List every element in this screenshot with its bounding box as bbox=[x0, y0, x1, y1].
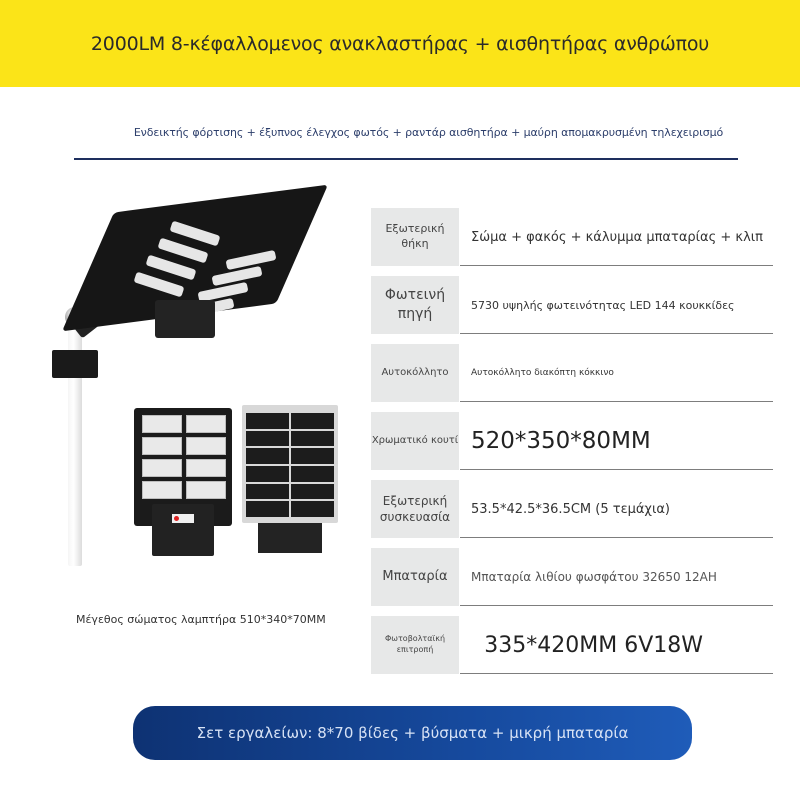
led-module-image bbox=[142, 459, 182, 477]
sensor-box-image bbox=[152, 504, 214, 556]
led-module-image bbox=[142, 415, 182, 433]
toolkit-banner bbox=[133, 706, 692, 760]
spec-row-battery bbox=[371, 548, 773, 606]
spec-label: Αυτοκόλλητο bbox=[371, 344, 459, 402]
lamp-housing-image bbox=[155, 300, 215, 338]
spec-row-solar-panel bbox=[371, 616, 773, 674]
mount-plate-image bbox=[258, 523, 322, 553]
led-module-image bbox=[186, 481, 226, 499]
led-module-image bbox=[142, 437, 182, 455]
spec-label: Χρωματικό κουτί bbox=[371, 412, 459, 470]
row-divider bbox=[460, 333, 773, 334]
row-divider bbox=[460, 673, 773, 674]
solar-cell-grid bbox=[246, 413, 334, 517]
mount-bracket-image bbox=[52, 350, 98, 378]
row-divider bbox=[460, 401, 773, 402]
spec-value: Σώμα + φακός + κάλυμμα μπαταρίας + κλιπ bbox=[471, 229, 763, 245]
spec-row-sticker bbox=[371, 344, 773, 402]
row-divider bbox=[460, 469, 773, 470]
back-view-image bbox=[242, 405, 338, 553]
spec-row-outer-packaging bbox=[371, 480, 773, 538]
spec-row-color-box bbox=[371, 412, 773, 470]
spec-row-light-source bbox=[371, 276, 773, 334]
title-banner bbox=[0, 0, 800, 87]
row-divider bbox=[460, 537, 773, 538]
row-divider bbox=[460, 605, 773, 606]
led-module-image bbox=[142, 481, 182, 499]
lamp-size-caption: Μέγεθος σώματος λαμπτήρα 510*340*70MM bbox=[76, 613, 326, 626]
spec-value: Αυτοκόλλητο διακόπτη κόκκινο bbox=[471, 368, 614, 378]
spec-value: 53.5*42.5*36.5CM (5 τεμάχια) bbox=[471, 501, 670, 517]
led-module-image bbox=[186, 415, 226, 433]
spec-value: 520*350*80MM bbox=[471, 428, 651, 454]
spec-label: Εξωτερική θήκη bbox=[371, 208, 459, 266]
led-module-image bbox=[186, 459, 226, 477]
spec-label: Μπαταρία bbox=[371, 548, 459, 606]
led-module-image bbox=[186, 437, 226, 455]
spec-value: 335*420MM 6V18W bbox=[484, 632, 703, 658]
spec-table bbox=[371, 208, 773, 684]
front-view-image bbox=[134, 408, 232, 556]
spec-value: 5730 υψηλής φωτεινότητας LED 144 κουκκίδες bbox=[471, 298, 735, 312]
spec-label: Φωτεινή πηγή bbox=[371, 276, 459, 334]
switch-sticker-image bbox=[172, 514, 194, 523]
spec-label: Φωτοβολταϊκή επιτροπή bbox=[371, 616, 459, 674]
divider-rule bbox=[74, 158, 738, 160]
spec-label: Εξωτερική συσκευασία bbox=[371, 480, 459, 538]
row-divider bbox=[460, 265, 773, 266]
spec-row-outer-case bbox=[371, 208, 773, 266]
spec-value: Μπαταρία λιθίου φωσφάτου 32650 12AH bbox=[471, 570, 717, 584]
feature-list-text: Ενδεικτής φόρτισης + έξυπνος έλεγχος φωτός + ραντάρ αισθητήρα + μαύρη απομακρυσμένη τηλεχειρισμό bbox=[133, 126, 724, 139]
banner-title: 2000LM 8-κέφαλλομενος ανακλαστήρας + αισθητήρας ανθρώπου bbox=[90, 32, 710, 55]
feature-subheader bbox=[74, 118, 738, 160]
toolkit-text: Σετ εργαλείων: 8*70 βίδες + βύσματα + μικρή μπαταρία bbox=[196, 724, 629, 742]
